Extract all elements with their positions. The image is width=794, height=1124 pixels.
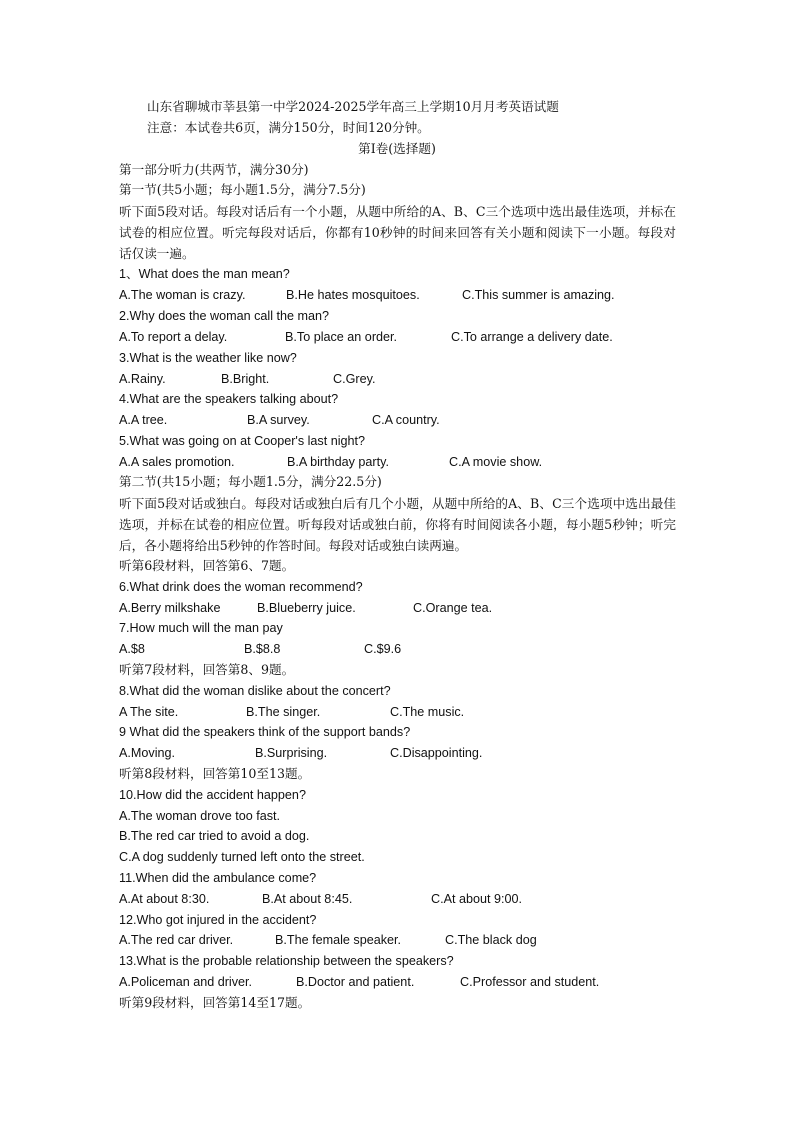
option-a: A The site.	[119, 705, 179, 719]
question-12: 12.Who got injured in the accident?	[119, 913, 317, 927]
option-a: A.Rainy.	[119, 372, 166, 386]
option-b: B.A birthday party.	[287, 455, 389, 469]
option-a: A.To report a delay.	[119, 330, 228, 344]
option-c: C.Orange tea.	[413, 601, 493, 615]
volume-heading: 第I卷(选择题)	[358, 141, 436, 156]
option-c: C.The black dog	[445, 933, 537, 947]
option-c: C.$9.6	[364, 642, 402, 656]
question-2: 2.Why does the woman call the man?	[119, 309, 330, 323]
material-8-note: 听第8段材料，回答第10至13题。	[119, 766, 311, 781]
option-c: C.Grey.	[333, 372, 376, 386]
option-c: C.To arrange a delivery date.	[451, 330, 613, 344]
option-b: B.The singer.	[246, 705, 321, 719]
part1-heading: 第一部分听力(共两节，满分30分)	[119, 162, 309, 177]
question-10-option-a: A.The woman drove too fast.	[119, 809, 281, 823]
question-4: 4.What are the speakers talking about?	[119, 392, 339, 406]
option-a: A.The red car driver.	[119, 933, 234, 947]
section1-heading: 第一节(共5小题；每小题1.5分，满分7.5分)	[119, 182, 366, 197]
material-9-note: 听第9段材料，回答第14至17题。	[119, 995, 311, 1010]
section1-instructions: 听下面5段对话。每段对话后有一个小题，从题中所给的A、B、C三个选项中选出最佳选项，并标在试卷的相应位置。听完每段对话后，你都有10秒钟的时间来回答有关小题和阅读下一小题。每段对话仅读一遍。	[119, 204, 676, 261]
option-a: A.A sales promotion.	[119, 455, 235, 469]
question-3: 3.What is the weather like now?	[119, 351, 297, 365]
exam-notice: 注意：本试卷共6页，满分150分，时间120分钟。	[147, 120, 430, 135]
material-6-note: 听第6段材料，回答第6、7题。	[119, 558, 295, 573]
question-8: 8.What did the woman dislike about the concert?	[119, 684, 391, 698]
option-c: C.A movie show.	[449, 455, 543, 469]
option-a: A.$8	[119, 642, 145, 656]
section2-instructions: 听下面5段对话或独白。每段对话或独白后有几个小题，从题中所给的A、B、C三个选项中选出最佳选项，并标在试卷的相应位置。听每段对话或独白前，你将有时间阅读各小题，每小题5秒钟；听完后，各小题将给出5秒钟的作答时间。每段对话或独白读两遍。	[119, 496, 676, 553]
option-b: B.A survey.	[247, 413, 310, 427]
section2-heading: 第二节(共15小题；每小题1.5分，满分22.5分)	[119, 474, 382, 489]
option-a: A.Policeman and driver.	[119, 975, 253, 989]
option-b: B.The female speaker.	[275, 933, 402, 947]
option-b: B.To place an order.	[285, 330, 398, 344]
question-5: 5.What was going on at Cooper's last night?	[119, 434, 366, 448]
option-a: A.The woman is crazy.	[119, 288, 246, 302]
option-c: C.Disappointing.	[390, 746, 483, 760]
option-b: B.Blueberry juice.	[257, 601, 356, 615]
material-7-note: 听第7段材料，回答第8、9题。	[119, 662, 295, 677]
option-c: C.At about 9:00.	[431, 892, 523, 906]
option-c: C.The music.	[390, 705, 465, 719]
option-c: C.A country.	[372, 413, 440, 427]
option-c: C.This summer is amazing.	[462, 288, 615, 302]
exam-title: 山东省聊城市莘县第一中学2024-2025学年高三上学期10月月考英语试题	[147, 99, 559, 114]
option-a: A.At about 8:30.	[119, 892, 210, 906]
option-b: B.Doctor and patient.	[296, 975, 415, 989]
option-a: A.A tree.	[119, 413, 168, 427]
question-10: 10.How did the accident happen?	[119, 788, 306, 802]
option-a: A.Moving.	[119, 746, 175, 760]
question-9: 9 What did the speakers think of the support bands?	[119, 725, 411, 739]
question-10-option-b: B.The red car tried to avoid a dog.	[119, 829, 310, 843]
question-10-option-c: C.A dog suddenly turned left onto the street.	[119, 850, 365, 864]
option-b: B.At about 8:45.	[262, 892, 353, 906]
option-a: A.Berry milkshake	[119, 601, 221, 615]
option-b: B.He hates mosquitoes.	[286, 288, 420, 302]
question-1: 1、What does the man mean?	[119, 267, 290, 281]
option-b: B.$8.8	[244, 642, 281, 656]
question-6: 6.What drink does the woman recommend?	[119, 580, 363, 594]
question-13: 13.What is the probable relationship between the speakers?	[119, 954, 454, 968]
option-c: C.Professor and student.	[460, 975, 600, 989]
option-b: B.Surprising.	[255, 746, 328, 760]
question-7: 7.How much will the man pay	[119, 621, 283, 635]
option-b: B.Bright.	[221, 372, 270, 386]
question-11: 11.When did the ambulance come?	[119, 871, 317, 885]
